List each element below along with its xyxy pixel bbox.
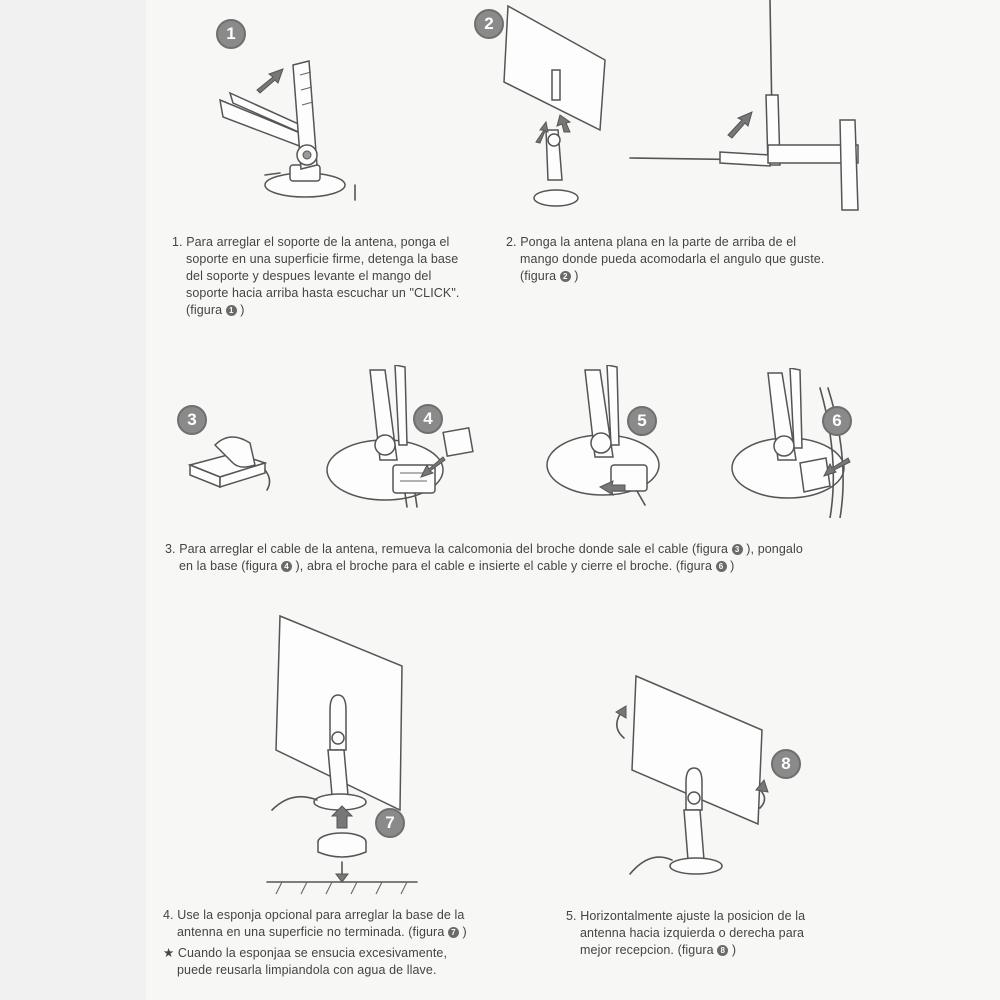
step-4-line-2-text: antenna en una superficie no terminada. (figura xyxy=(177,925,445,939)
step-3-line-2-tail: ) xyxy=(730,559,735,573)
step-2-figure-ref xyxy=(506,268,824,285)
step-5-instructions xyxy=(566,908,805,959)
step-3-line-2-mid: ), abra el broche para el cable e insierte el cable y cierre el broche. (figura xyxy=(295,559,712,573)
step-1-line-4: soporte hacia arriba hasta escuchar un "CLICK". xyxy=(186,286,460,300)
step-4-note-2: puede reusarla limpiandola con agua de llave. xyxy=(177,963,437,977)
step-2-line-2: mango donde pueda acomodarla el angulo que guste. xyxy=(520,252,825,266)
figure-1-illustration xyxy=(205,55,365,215)
step-1-ref-number: 1 xyxy=(226,305,237,316)
step-5-ref-8: 8 xyxy=(717,945,728,956)
step-2-ref-pre: (figura xyxy=(520,269,557,283)
step-2-line-1: 2. Ponga la antena plana en la parte de arriba de el xyxy=(506,235,797,249)
step-1-ref-pre: (figura xyxy=(186,303,223,317)
figure-3-illustration xyxy=(185,425,280,500)
figure-1-badge: 1 xyxy=(216,19,246,49)
figure-4-badge: 4 xyxy=(413,404,443,434)
figure-8-illustration xyxy=(610,670,790,890)
figure-3-badge: 3 xyxy=(177,405,207,435)
step-3-instructions xyxy=(165,541,803,575)
figure-7-badge: 7 xyxy=(375,808,405,838)
step-1-line-3: del soporte y despues levante el mango del xyxy=(186,269,432,283)
figure-5-badge: 5 xyxy=(627,406,657,436)
figure-2-illustration xyxy=(500,0,860,215)
figure-8-badge: 8 xyxy=(771,749,801,779)
step-3-line-2-text: en la base (figura xyxy=(179,559,278,573)
step-3-ref-6: 6 xyxy=(716,561,727,572)
step-3-line-1 xyxy=(165,541,803,558)
step-5-line-1: 5. Horizontalmente ajuste la posicion de la xyxy=(566,909,806,923)
step-3-ref-4: 4 xyxy=(281,561,292,572)
figure-4-illustration xyxy=(325,365,485,510)
step-4-instructions xyxy=(163,907,467,979)
figure-5-illustration xyxy=(545,365,665,510)
figure-6-badge: 6 xyxy=(822,406,852,436)
step-4-note-1: ★ Cuando la esponjaa se ensucia excesivamente, xyxy=(163,946,448,960)
figure-6-illustration xyxy=(730,368,870,518)
step-4-line-1: 4. Use la esponja opcional para arreglar la base de la xyxy=(163,908,465,922)
step-2-ref-number: 2 xyxy=(560,271,571,282)
figure-2-badge: 2 xyxy=(474,9,504,39)
step-3-line-2 xyxy=(165,558,803,575)
step-5-line-3 xyxy=(566,942,805,959)
step-3-line-1-tail: ), pongalo xyxy=(746,542,803,556)
step-4-ref-7: 7 xyxy=(448,927,459,938)
step-1-line-2: soporte en una superficie firme, detenga la base xyxy=(186,252,459,266)
step-3-ref-3: 3 xyxy=(732,544,743,555)
figure-7-illustration xyxy=(262,610,422,900)
step-1-instructions xyxy=(172,234,459,319)
step-1-line-1: 1. Para arreglar el soporte de la antena, ponga el xyxy=(172,235,450,249)
step-2-instructions xyxy=(506,234,824,285)
step-3-line-1-text: 3. Para arreglar el cable de la antena, remueva la calcomonia del broche donde sale el cable (figura xyxy=(165,542,729,556)
step-4-line-2 xyxy=(163,924,467,941)
step-1-figure-ref xyxy=(172,302,459,319)
step-5-line-2: antenna hacia izquierda o derecha para xyxy=(580,926,805,940)
step-5-line-3-tail: ) xyxy=(731,943,737,957)
step-4-line-2-tail: ) xyxy=(462,925,467,939)
step-2-ref-post: ) xyxy=(574,269,579,283)
step-1-ref-post: ) xyxy=(240,303,245,317)
step-5-line-3-text: mejor recepcion. (figura xyxy=(580,943,714,957)
